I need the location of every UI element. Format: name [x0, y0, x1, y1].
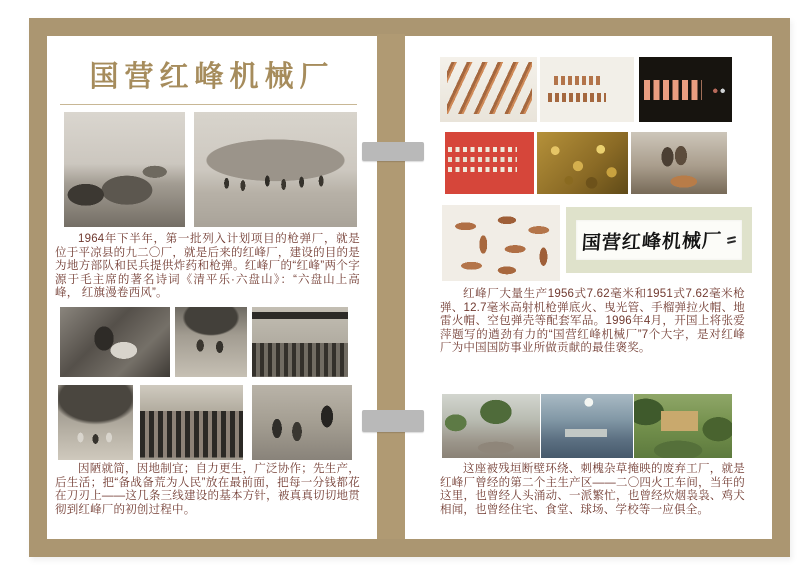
- paragraph-abandoned-site: 这座被残垣断壁环绕、刺槐杂草掩映的废弃工厂，就是红峰厂曾经的第二个主生产区——二〇四火工车间，当年的这里，也曾经人头涌动、一派繁忙，也曾经炊烟袅袅、鸡犬相闻，也曾经住宅、食堂、球场、学校等一应俱全。: [440, 463, 745, 516]
- photo-bulldozer-truck-bw: [64, 112, 185, 227]
- calligrapher-signature-mark: [727, 235, 736, 245]
- paragraph-products-and-inscription: 红峰厂大量生产1956式7.62毫米和1951式7.62毫米枪弹、12.7毫米高射机枪弹底火、曳光管、手榴弹拉火帽、地雷火帽、空包弹壳等配套军品。1996年4月，开国上将张爱萍题写的遒劲有力的“国营红峰机械厂”7个大字，是对红峰厂为中国国防事业所做贡献的最佳褒奖。: [440, 288, 745, 354]
- calligraphy-plaque: [566, 207, 752, 273]
- photo-factory-ruins: [442, 394, 540, 458]
- page-title: 国营红峰机械厂: [89, 61, 335, 93]
- title-underline: [60, 104, 357, 105]
- binding-clip-bottom: [362, 410, 424, 432]
- paragraph-construction-principles: 因陋就简，因地制宜；自力更生，广泛协作；先生产，后生活；把“备战备荒为人民”放在最前面，把每一分钱都花在刀刃上——这几条三线建设的基本方针，被真真切切地贯彻到红峰厂的初创过程中。: [55, 463, 360, 516]
- photo-factory-aerial-view: [541, 394, 633, 458]
- photo-brass-caps-pile: [537, 132, 628, 194]
- calligraphy-text: 国营红峰机械厂: [581, 230, 724, 254]
- photo-assembly-hall-group-bw: [252, 307, 348, 377]
- photo-bayonet-training-bw: [252, 385, 352, 460]
- binding-clip-top: [362, 142, 424, 161]
- photo-workers-hillside-bw: [194, 112, 357, 227]
- photo-rifle-cartridges: [440, 57, 537, 122]
- photo-primer-caps-red: [445, 132, 534, 194]
- photo-pistol-cartridges: [540, 57, 634, 122]
- photo-abandoned-building: [634, 394, 732, 458]
- photo-scattered-casings: [442, 205, 560, 281]
- photo-outdoor-meeting-bw: [175, 307, 247, 377]
- photo-militia-formation-bw: [140, 385, 243, 460]
- book-spine: [377, 34, 405, 539]
- paragraph-factory-history: 1964年下半年，第一批列入计划项目的枪弹厂，就是位于平凉县的九二〇厂，就是后来的红峰厂，建设的目的是为地方部队和民兵提供炸药和枪弹。红峰厂的“红峰”两个字源于毛主席的著名诗词《清平乐·六盘山》：“六盘山上高峰， 红旗漫卷西风”。: [55, 233, 360, 299]
- calligraphy-panel: [576, 220, 742, 260]
- photo-machine-shop-bw: [60, 307, 170, 377]
- photo-bullet-tips-dark: [639, 57, 732, 122]
- photo-workshop-workers: [631, 132, 727, 194]
- photo-discussion-under-trees-bw: [58, 385, 133, 460]
